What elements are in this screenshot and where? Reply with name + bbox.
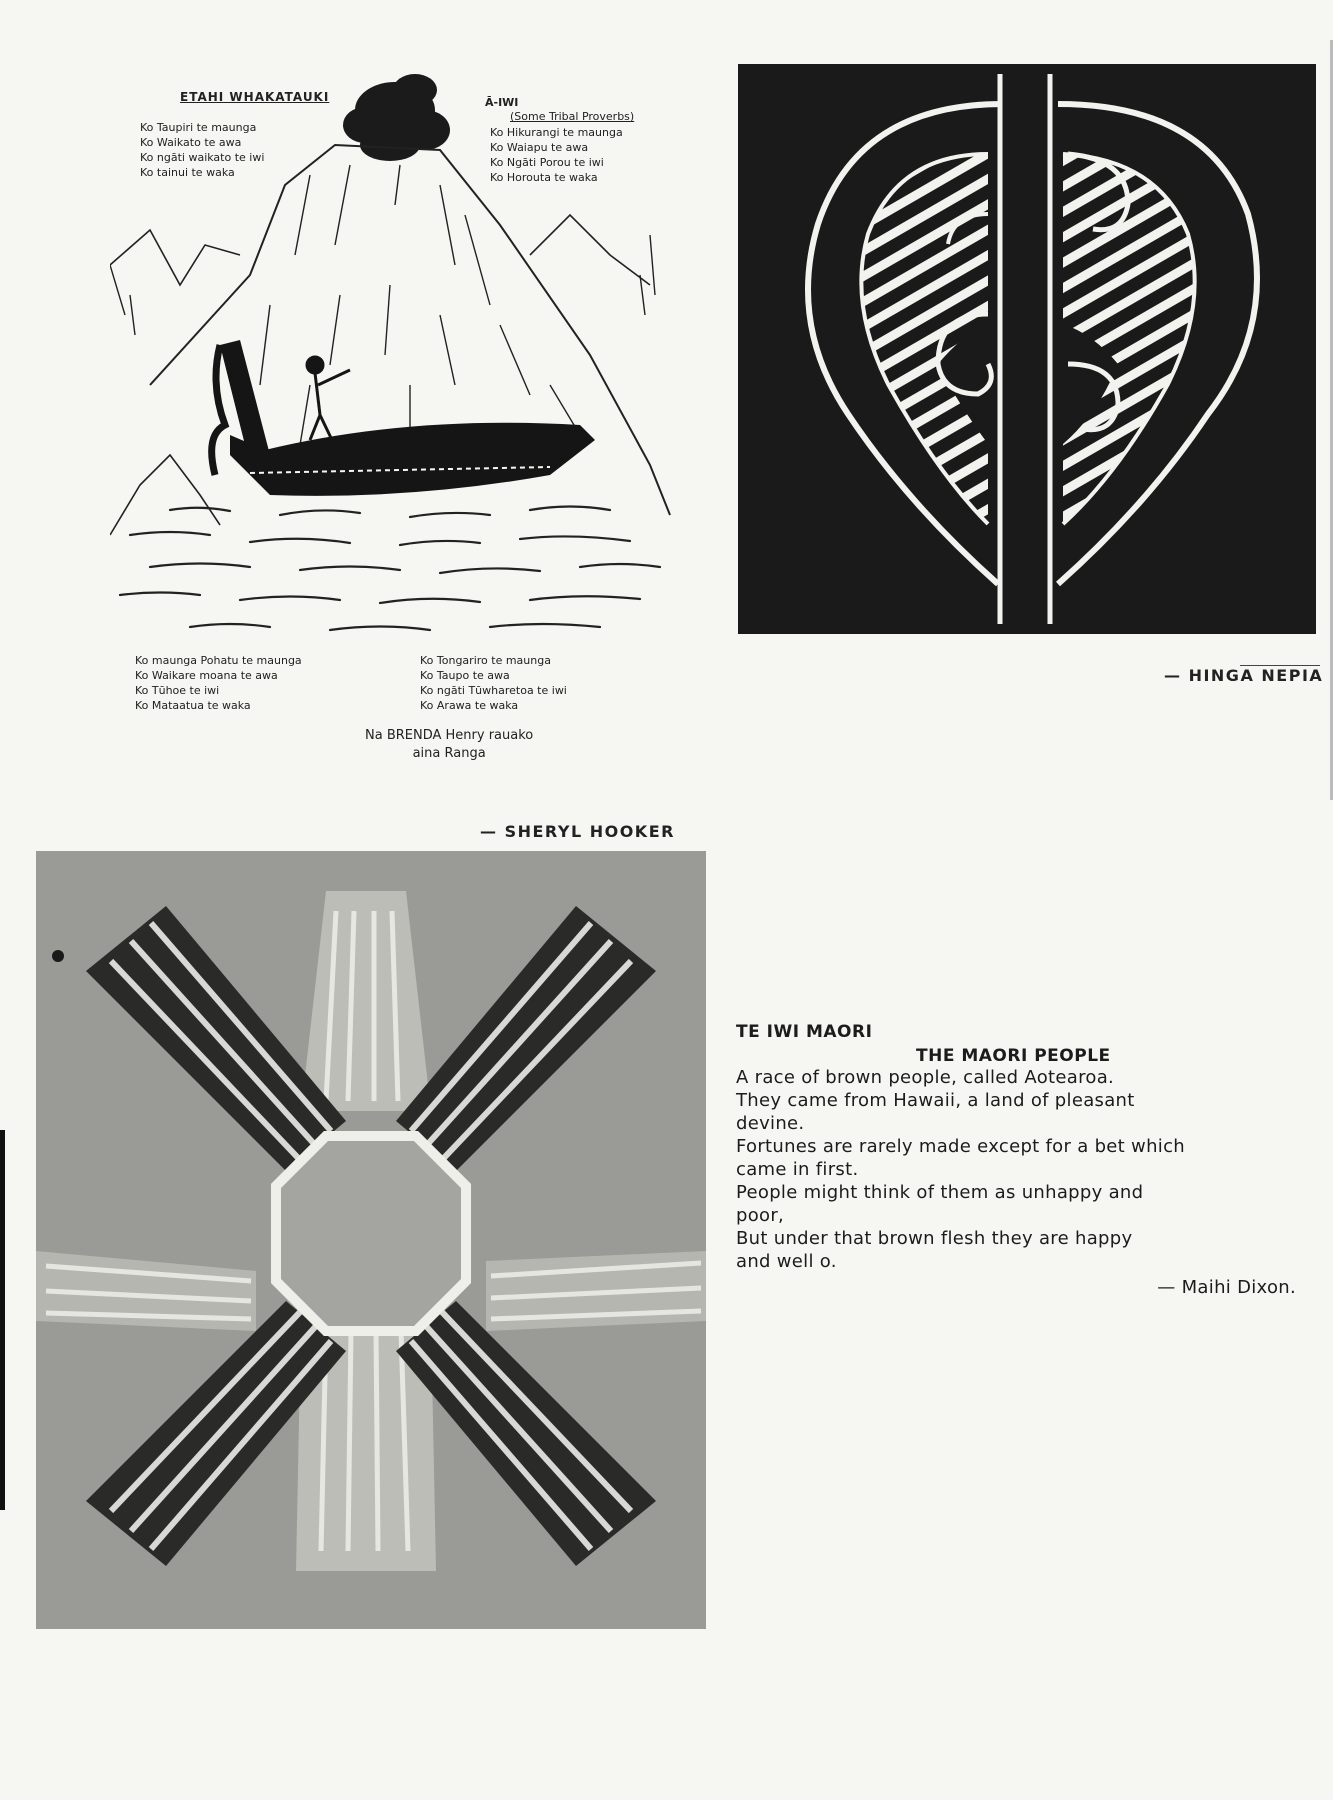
- proverb-line: Ko Arawa te waka: [420, 699, 519, 712]
- signature-line-2: aina Ranga: [412, 746, 486, 761]
- proverb-line: Ko tainui te waka: [140, 166, 235, 179]
- proverb-line: Ko Taupo te awa: [420, 669, 510, 682]
- credit-hinga-nepia: — HINGA NEPIA: [1164, 666, 1324, 685]
- mountain-canoe-drawing: [110, 55, 690, 775]
- proverb-line: Ko Waikare moana te awa: [135, 669, 278, 682]
- proverb-line: Ko Tūhoe te iwi: [135, 684, 220, 697]
- star-print-image: [36, 851, 706, 1629]
- proverb-line: Ko Hikurangi te maunga: [490, 126, 623, 139]
- proverb-line: Ko Horouta te waka: [490, 171, 598, 184]
- poem-author: — Maihi Dixon.: [1157, 1277, 1296, 1298]
- proverb-line: Ko Waikato te awa: [140, 136, 242, 149]
- proverb-line: Ko Taupiri te maunga: [140, 121, 257, 134]
- poem-line: A race of brown people, called Aotearoa.: [736, 1067, 1115, 1088]
- proverbs-left-top: [140, 120, 264, 180]
- proverbs-subheading-iwi: Ā-IWI: [485, 96, 519, 109]
- star-print-artwork: [36, 851, 706, 1629]
- poem-line: came in first.: [736, 1159, 859, 1180]
- poem-title: TE IWI MAORI: [736, 1022, 873, 1042]
- proverbs-left-bottom: [135, 653, 302, 713]
- proverb-line: Ko Mataatua te waka: [135, 699, 251, 712]
- proverb-line: Ko maunga Pohatu te maunga: [135, 654, 302, 667]
- poem-line: and well o.: [736, 1251, 837, 1272]
- credit-sheryl-hooker: — SHERYL HOOKER: [480, 822, 675, 841]
- proverbs-right-bottom: [420, 653, 567, 713]
- signature-line-1: Na BRENDA Henry rauako: [365, 728, 534, 743]
- proverbs-subheading-english: (Some Tribal Proverbs): [510, 110, 635, 123]
- poem-line: Fortunes are rarely made except for a bet which: [736, 1136, 1185, 1157]
- poem-line: But under that brown flesh they are happy: [736, 1228, 1133, 1249]
- koru-print-image: [738, 64, 1316, 634]
- poem-line: poor,: [736, 1205, 785, 1226]
- proverbs-heading: ETAHI WHAKATAUKI: [180, 90, 330, 104]
- poem-block: [736, 1022, 1296, 1298]
- scan-edge-left: [0, 1130, 5, 1510]
- poem-line: They came from Hawaii, a land of pleasant: [736, 1090, 1135, 1111]
- proverb-line: Ko ngāti waikato te iwi: [140, 151, 265, 164]
- poem-line: People might think of them as unhappy and: [736, 1182, 1144, 1203]
- proverb-line: Ko Tongariro te maunga: [420, 654, 551, 667]
- koru-print-artwork: [738, 64, 1316, 634]
- proverbs-right-top: [490, 125, 623, 185]
- poem-subtitle: THE MAORI PEOPLE: [916, 1046, 1111, 1066]
- poem-line: devine.: [736, 1113, 805, 1134]
- proverb-line: Ko ngāti Tūwharetoa te iwi: [420, 684, 567, 697]
- proverb-line: Ko Waiapu te awa: [490, 141, 589, 154]
- proverb-line: Ko Ngāti Porou te iwi: [490, 156, 604, 169]
- drawing-signature: [365, 727, 533, 763]
